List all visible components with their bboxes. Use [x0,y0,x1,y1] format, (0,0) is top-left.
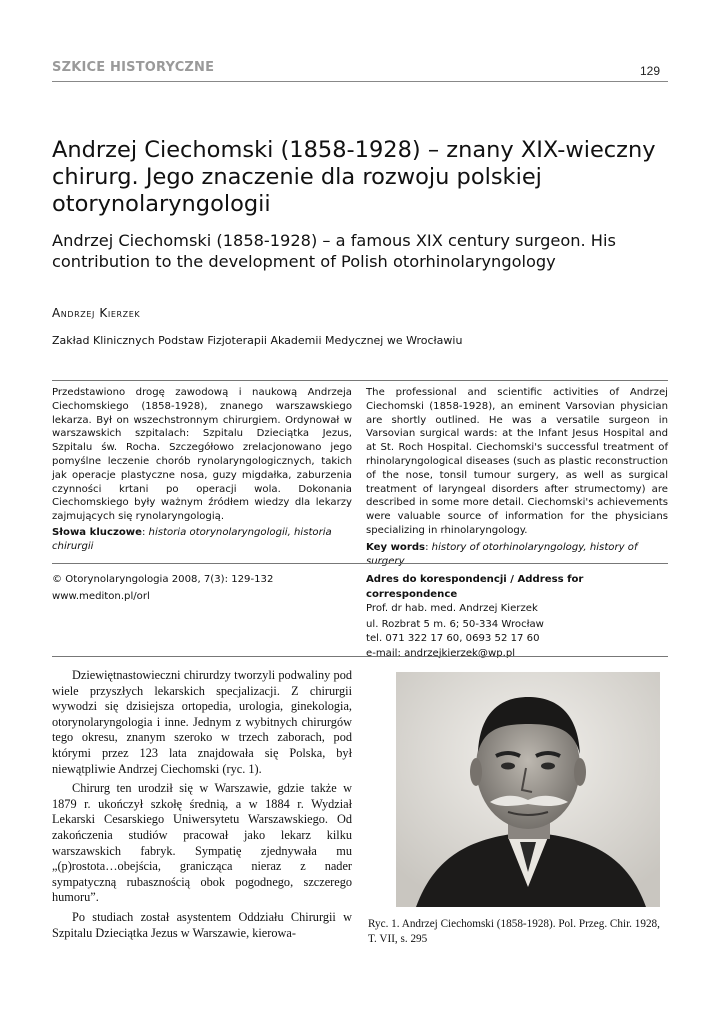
abstract-bottom-rule [52,563,668,564]
body-paragraph: Chirurg ten urodził się w Warszawie, gdzie także w 1879 r. ukończył szkołę średnią, a w 1884 r. Wydział Lekarski Cesarskiego Uniwersytetu Warszawskiego. Od zakończenia studiów pracował jako lekarz kilku warszawskich fabryk. Sympatię zjednywała mu „(p)rostota…obejścia, granicząca nieraz z nader sympatyczną rubasznością obok pogodnego, szczerego humoru”. [52,781,352,905]
page-number: 129 [640,64,661,78]
keywords-separator: : [425,542,432,553]
title-polish: Andrzej Ciechomski (1858-1928) – znany XIX-wieczny chirurg. Jego znaczenie dla rozwoju polskiej otorynolaryngologii [52,137,656,217]
abstract-top-rule [52,380,668,381]
correspondence-phone: tel. 071 322 17 60, 0693 52 17 60 [366,633,540,644]
journal-citation: © Otorynolaryngologia 2008, 7(3): 129-132 [52,574,274,585]
body-paragraph: Po studiach został asystentem Oddziału Chirurgii w Szpitalu Dzieciątka Jezus w Warszawie, kierowa- [52,909,352,940]
header-rule [52,81,668,82]
correspondence-address: ul. Rozbrat 5 m. 6; 50-334 Wrocław [366,618,544,630]
abstract-english-text: The professional and scientific activities of Andrzej Ciechomski (1858-1928), an eminent Varsovian physician are shortly outlined. He was a versatile surgeon in Varsovian surgical wards: at the Infant Jesus Hospital and at St. Roch Hospital. Ciechomski's successful treatment of rhinolaryngological diseases (such as plastic reconstruction of the nose, tonsil tumour surgery, as well as surgical treatment of laryngeal disorders after strumectomy) are described in some more detail. Ciechomski's achievements were valuable source of information for the physicians specializing in rhinolaryngology. [366,387,668,536]
author-name: Andrzej Kierzek [52,306,141,320]
keywords-english [366,541,671,569]
keywords-polish [52,526,357,554]
section-label: SZKICE HISTORYCZNE [52,60,215,75]
affiliation: Zakład Klinicznych Podstaw Fizjoterapii Akademii Medycznej we Wrocławiu [52,334,463,347]
keywords-polish-label: Słowa kluczowe [52,527,142,538]
correspondence-name: Prof. dr hab. med. Andrzej Kierzek [366,603,538,614]
correspondence-heading: Adres do korespondencji / Address for correspondence [366,574,584,600]
portrait-photo [396,672,660,907]
citation-block [52,573,352,604]
figure-caption: Ryc. 1. Andrzej Ciechomski (1858-1928). Pol. Przeg. Chir. 1928, T. VII, s. 295 [368,918,660,945]
keywords-english-label: Key words [366,542,426,553]
body-column [52,668,352,945]
abstract-english [366,386,668,538]
abstract-polish-text: Przedstawiono drogę zawodową i naukową Andrzeja Ciechomskiego (1858-1928), znanego warszawskiego lekarza. Był on wszechstronnym chirurgiem. Ordynował w warszawskich szpitalach: Szpitalu Dzieciątka Jezus, Szpitalu św. Rocha. Szczegółowo zrelacjonowano jego pomyślne leczenie chorób rynolaryngologicznych, takich jak operacje plastyczne nosa, guzy migdałka, zaburzenia czynności krtani po operacji wola. Dokonania Ciechomskiego były ważnym źródłem wiedzy dla lekarzy zajmujących się rynolaryngologią. [52,387,352,523]
journal-url[interactable]: www.mediton.pl/orl [52,590,150,602]
abstract-polish [52,386,352,524]
title-english: Andrzej Ciechomski (1858-1928) – a famous XIX century surgeon. His contribution to the development of Polish otorhinolaryngology [52,231,616,271]
body-paragraph: Dziewiętnastowieczni chirurdzy tworzyli podwaliny pod wiele przyszłych lekarskich specjalizacji. Z chirurgii wywodzi się dzisiejsza ortopedia, urologia, ginekologia, otorynolaryngologia i inne. Jednym z wybitnych chirurgów tego okresu, znanym szeroko w trzech zaborach, pod którymi przez 123 lata znajdowała się Polska, był niewątpliwie Andrzej Ciechomski (ryc. 1). [52,668,352,776]
header-bottom-rule [52,656,668,657]
portrait-illustration [396,672,660,907]
correspondence-email[interactable]: e-mail: andrzejkierzek@wp.pl [366,647,516,659]
keywords-english-values: history of otorhinolaryngology, history of surgery [366,542,638,567]
keywords-separator: : [141,527,149,538]
keywords-polish-values: historia otorynolaryngologii, historia chirurgii [52,527,332,552]
correspondence-block [366,573,671,661]
